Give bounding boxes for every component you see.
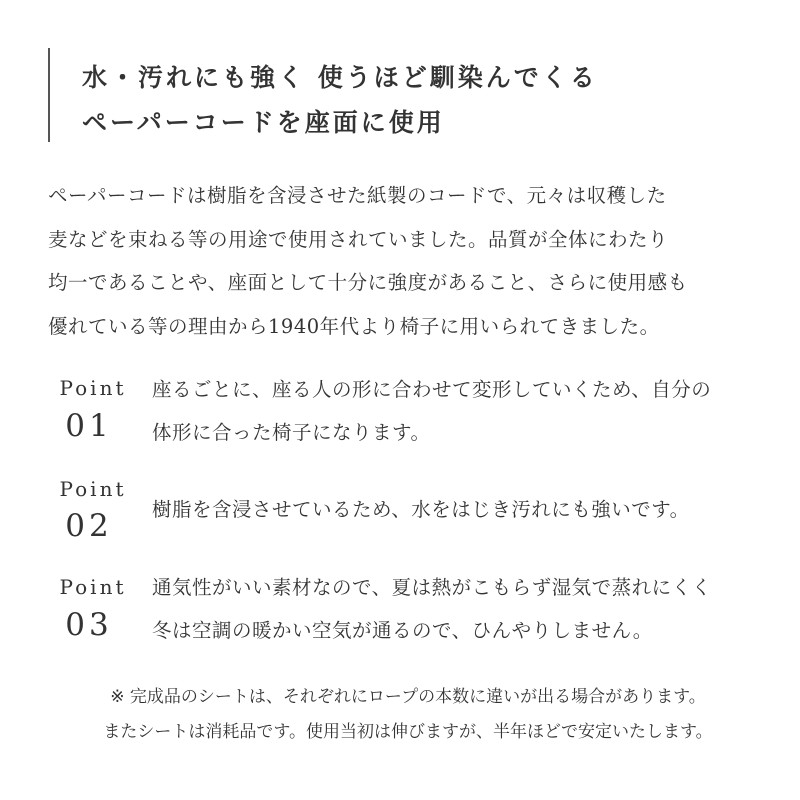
intro-line: 麦などを束ねる等の用途で使用されていました。品質が全体にわたり: [48, 227, 669, 251]
heading-title-line-2: ペーパーコードを座面に使用: [82, 108, 445, 137]
point-description: [152, 488, 772, 531]
point-label: Point: [59, 575, 127, 599]
point-description-line: 冬は空調の暖かい空気が通るので、ひんやりしません。: [152, 619, 653, 642]
point-label: Point: [59, 477, 127, 501]
point-description-line: 樹脂を含浸させているため、水をはじき汚れにも強いです。: [152, 498, 690, 521]
point-number: 01: [65, 408, 113, 444]
footnote: [48, 680, 768, 750]
intro-line: ペーパーコードは樹脂を含浸させた紙製のコードで、元々は収穫した: [48, 184, 667, 207]
heading-title-line-1: 水・汚れにも強く 使うほど馴染んでくる: [82, 63, 598, 92]
intro-paragraph: [48, 174, 768, 348]
point-description-line: 通気性がいい素材なので、夏は熱がこもらず湿気で蒸れにくく: [152, 576, 712, 599]
point-description: [152, 566, 772, 652]
intro-line: 均一であることや、座面として十分に強度があること、さらに使用感も: [48, 271, 688, 294]
point-description: [152, 368, 772, 454]
point-number: 03: [65, 607, 113, 643]
point-number: 02: [65, 508, 113, 544]
heading-divider: [48, 48, 50, 142]
intro-line: 優れている等の理由から1940年代より椅子に用いられてきました。: [48, 314, 660, 338]
footnote-line: またシートは消耗品です。使用当初は伸びますが、半年ほどで安定いたします。: [103, 722, 713, 742]
point-description-line: 座るごとに、座る人の形に合わせて変形していくため、自分の: [152, 378, 712, 401]
point-label: Point: [59, 376, 127, 400]
point-description-line: 体形に合った椅子になります。: [152, 421, 431, 444]
footnote-line: ※ 完成品のシートは、それぞれにロープの本数に違いが出る場合があります。: [110, 687, 706, 707]
